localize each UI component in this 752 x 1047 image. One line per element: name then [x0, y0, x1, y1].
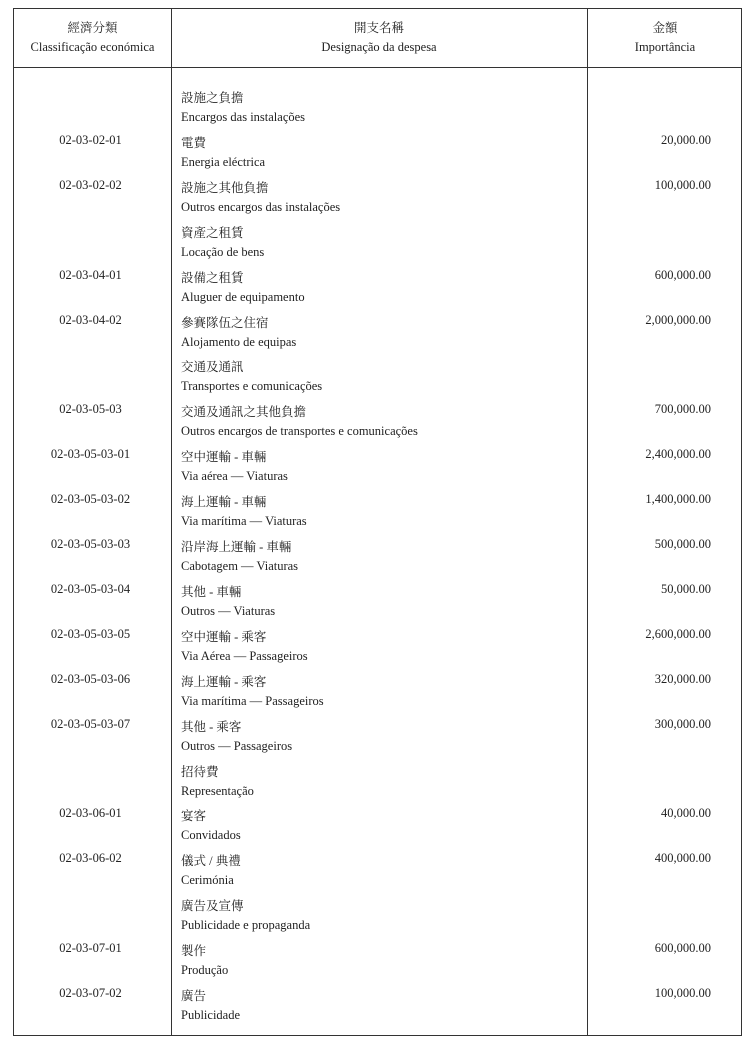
- amount: 320,000.00: [654, 671, 711, 686]
- designation-zh: 海上運輸 - 車輛: [181, 495, 267, 510]
- designation-pt: Alojamento de equipas: [181, 334, 297, 349]
- designation-pt: Convidados: [181, 828, 241, 843]
- classification-code: 02-03-05-03-06: [50, 671, 131, 686]
- designation-pt: Via marítima — Viaturas: [181, 514, 307, 529]
- amount: 50,000.00: [661, 581, 711, 596]
- header-classification-zh: 經濟分類: [67, 21, 118, 35]
- amount: 2,400,000.00: [645, 447, 711, 462]
- designation-zh: 參賽隊伍之住宿: [181, 315, 269, 330]
- classification-code: 02-03-02-01: [59, 132, 122, 147]
- designation-pt: Outros — Viaturas: [181, 603, 276, 618]
- designation-pt: Encargos das instalações: [181, 110, 306, 124]
- classification-code: 02-03-07-02: [59, 986, 122, 1000]
- classification-code: 02-03-06-01: [59, 806, 122, 821]
- header-amount-zh: 金額: [652, 21, 678, 35]
- designation-zh: 空中運輸 - 車輛: [181, 450, 267, 465]
- designation-zh: 製作: [181, 944, 207, 959]
- amount: 1,400,000.00: [645, 492, 711, 507]
- designation-zh: 宴客: [181, 809, 207, 824]
- header-classification-pt: Classificação económica: [30, 40, 155, 54]
- amount: 2,600,000.00: [645, 626, 711, 641]
- amount: 500,000.00: [654, 537, 711, 551]
- classification-code: 02-03-05-03-07: [50, 716, 131, 731]
- classification-code: 02-03-06-02: [59, 851, 122, 866]
- amount: 100,000.00: [654, 177, 711, 192]
- amount: 700,000.00: [654, 402, 711, 417]
- designation-zh: 海上運輸 - 乘客: [181, 674, 267, 689]
- designation-zh: 沿岸海上運輸 - 車輛: [181, 540, 292, 554]
- header-designation-zh: 開支名稱: [353, 21, 404, 35]
- classification-code: 02-03-05-03: [59, 402, 122, 417]
- amount: 100,000.00: [654, 986, 711, 1000]
- budget-table: [13, 8, 742, 1036]
- designation-zh: 招待費: [181, 764, 219, 779]
- designation-zh: 設備之租賃: [181, 270, 244, 285]
- classification-code: 02-03-04-02: [59, 312, 122, 327]
- amount: 2,000,000.00: [645, 312, 711, 327]
- amount: 20,000.00: [661, 132, 711, 147]
- designation-pt: Representação: [181, 783, 254, 798]
- designation-pt: Cerimónia: [181, 873, 234, 888]
- designation-pt: Energia eléctrica: [181, 154, 266, 169]
- designation-zh: 其他 - 乘客: [181, 719, 242, 734]
- designation-pt: Publicidade e propaganda: [181, 918, 311, 933]
- designation-zh: 設施之負擔: [181, 91, 244, 105]
- designation-pt: Transportes e comunicações: [181, 379, 323, 394]
- designation-zh: 資產之租賃: [181, 225, 244, 240]
- amount: 300,000.00: [654, 716, 711, 731]
- classification-code: 02-03-05-03-04: [50, 581, 131, 596]
- designation-zh: 廣告: [181, 989, 207, 1003]
- designation-pt: Outros encargos de transportes e comunicações: [181, 424, 418, 439]
- designation-zh: 交通及通訊之其他負擔: [181, 405, 307, 420]
- designation-pt: Outros — Passageiros: [181, 738, 293, 753]
- classification-code: 02-03-05-03-03: [50, 537, 131, 551]
- table-body: [14, 9, 741, 1035]
- designation-zh: 交通及通訊: [181, 360, 244, 375]
- designation-pt: Publicidade: [181, 1008, 241, 1022]
- designation-pt: Produção: [181, 963, 229, 978]
- amount: 600,000.00: [654, 267, 711, 282]
- designation-pt: Via aérea — Viaturas: [181, 469, 288, 484]
- classification-code: 02-03-02-02: [59, 177, 122, 192]
- header-amount-pt: Importância: [634, 40, 696, 54]
- designation-pt: Aluguer de equipamento: [181, 289, 305, 304]
- classification-code: 02-03-04-01: [59, 267, 122, 282]
- designation-zh: 電費: [181, 135, 207, 150]
- classification-code: 02-03-05-03-02: [50, 492, 131, 507]
- classification-code: 02-03-05-03-01: [50, 447, 131, 462]
- classification-code: 02-03-05-03-05: [50, 626, 131, 641]
- designation-pt: Cabotagem — Viaturas: [181, 559, 299, 573]
- designation-zh: 廣告及宣傳: [181, 899, 244, 914]
- designation-pt: Via Aérea — Passageiros: [181, 648, 308, 663]
- designation-pt: Locação de bens: [181, 244, 265, 259]
- designation-zh: 其他 - 車輛: [181, 584, 242, 599]
- designation-zh: 空中運輸 - 乘客: [181, 629, 267, 644]
- classification-code: 02-03-07-01: [59, 941, 122, 956]
- amount: 40,000.00: [661, 806, 711, 821]
- designation-pt: Via marítima — Passageiros: [181, 693, 324, 708]
- amount: 600,000.00: [654, 941, 711, 956]
- designation-zh: 儀式 / 典禮: [181, 854, 241, 869]
- header-designation-pt: Designação da despesa: [321, 40, 437, 54]
- amount: 400,000.00: [654, 851, 711, 866]
- designation-zh: 設施之其他負擔: [181, 180, 269, 195]
- designation-pt: Outros encargos das instalações: [181, 199, 341, 214]
